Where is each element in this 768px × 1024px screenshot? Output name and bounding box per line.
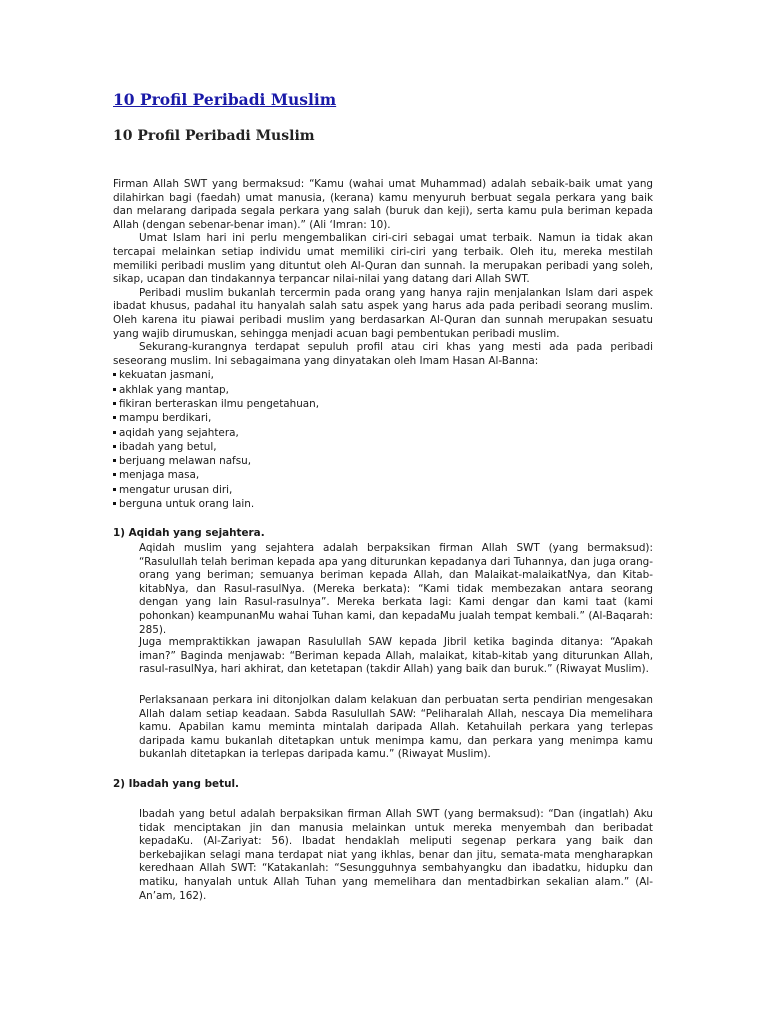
intro-paragraph: Sekurang-kurangnya terdapat sepuluh profil atau ciri khas yang mesti ada pada peribadi seseorang muslim. Ini sebagaimana yang dinyatakan oleh Imam Hasan Al-Banna: [113,341,653,367]
section-paragraph: Aqidah muslim yang sejahtera adalah berpaksikan firman Allah SWT (yang bermaksud): “Rasulullah telah beriman kepada apa yang diturunkan kepadanya dari Tuhannya, dan juga orang-orang yang beriman; semuanya beriman kepada Allah, dan Malaikat-malaikatNya, dan Kitab-kitabNya, dan Rasul-rasulNya. (Mereka berkata): “Kami tidak membezakan antara seorang dengan yang lain Rasul-rasulnya”. Mereka berkata lagi: Kami dengar dan kami taat (kami pohonkan) keampunanMu wahai Tuhan kami, dan kepadaMu jualah tempat kembali.” (Al-Baqarah: 285). [139,542,653,636]
list-item: mampu berdikari, [113,411,653,425]
list-item: menjaga masa, [113,468,653,482]
intro-paragraph: Umat Islam hari ini perlu mengembalikan ciri-ciri sebagai umat terbaik. Namun ia tidak akan tercapai melainkan setiap individu umat memiliki ciri-ciri yang terbaik. Oleh itu, mereka mestilah memiliki peribadi muslim yang dituntut oleh Al-Quran dan sunnah. Ia merupakan peribadi yang soleh, sikap, ucapan dan tindakannya terpancar nilai-nilai yang datang dari Allah SWT. [113,232,653,286]
intro-paragraph: Firman Allah SWT yang bermaksud: “Kamu (wahai umat Muhammad) adalah sebaik-baik umat yang dilahirkan bagi (faedah) umat manusia, (kerana) kamu menyuruh berbuat segala perkara yang baik dan melarang daripada segala perkara yang salah (buruk dan keji), serta kamu pula beriman kepada Allah (dengan sebenar-benar iman).” (Ali ‘Imran: 10). [113,178,653,231]
section-paragraph: Ibadah yang betul adalah berpaksikan firman Allah SWT (yang bermaksud): “Dan (ingatlah) Aku tidak menciptakan jin dan manusia melainkan untuk mereka menyembah dan beribadat kepadaKu. (Al-Zariyat: 56). Ibadat hendaklah meliputi segenap perkara yang baik dan berkebajikan selagi mana terdapat niat yang ikhlas, benar dan jitu, semata-mata mengharapkan keredhaan Allah SWT: “Katakanlah: “Sesungguhnya sembahyangku dan ibadatku, hidupku dan matiku, hanyalah untuk Allah Tuhan yang memelihara dan mentadbirkan sekalian alam.” (Al-An’am, 162). [139,808,653,902]
list-item: mengatur urusan diri, [113,483,653,497]
list-item: berguna untuk orang lain. [113,497,653,511]
intro-paragraph: Peribadi muslim bukanlah tercermin pada orang yang hanya rajin menjalankan Islam dari aspek ibadat khusus, padahal itu hanyalah salah satu aspek yang harus ada pada peribadi seorang muslim. Oleh karena itu piawai peribadi muslim yang berdasarkan Al-Quran dan sunnah merupakan sesuatu yang wajib dirumuskan, sehingga menjadi acuan bagi pembentukan peribadi muslim. [113,286,653,340]
section-paragraph: Perlaksanaan perkara ini ditonjolkan dalam kelakuan dan perbuatan serta pendirian mengesakan Allah dalam setiap keadaan. Sabda Rasulullah SAW: “Peliharalah Allah, nescaya Dia memelihara kamu. Apabilan kamu meminta mintalah daripada Allah. Ketahuilah perkara yang terlepas daripada kamu bukanlah ditetapkan untuk menimpa kamu, dan perkara yang menimpa kamu bukanlah ditetapkan ia terlepas daripada kamu.” (Riwayat Muslim). [139,694,653,761]
subtitle: 10 Profil Peribadi Muslim [113,128,315,144]
profile-list [113,368,653,511]
section-paragraph: Juga mempraktikkan jawapan Rasulullah SAW kepada Jibril ketika baginda ditanya: “Apakah iman?” Baginda menjawab: “Beriman kepada Allah, malaikat, kitab-kitab yang diturunkan Allah, rasul-rasulNya, hari akhirat, dan ketetapan (takdir Allah) yang baik dan buruk.” (Riwayat Muslim). [139,636,653,676]
section-heading: 1) Aqidah yang sejahtera. [113,527,265,539]
list-item: fikiran berteraskan ilmu pengetahuan, [113,397,653,411]
list-item: berjuang melawan nafsu, [113,454,653,468]
title-link[interactable]: 10 Profil Peribadi Muslim [113,90,337,109]
intro-block [113,178,653,511]
list-item: kekuatan jasmani, [113,368,653,382]
list-item: aqidah yang sejahtera, [113,426,653,440]
section-heading: 2) Ibadah yang betul. [113,778,239,790]
list-item: ibadah yang betul, [113,440,653,454]
list-item: akhlak yang mantap, [113,383,653,397]
